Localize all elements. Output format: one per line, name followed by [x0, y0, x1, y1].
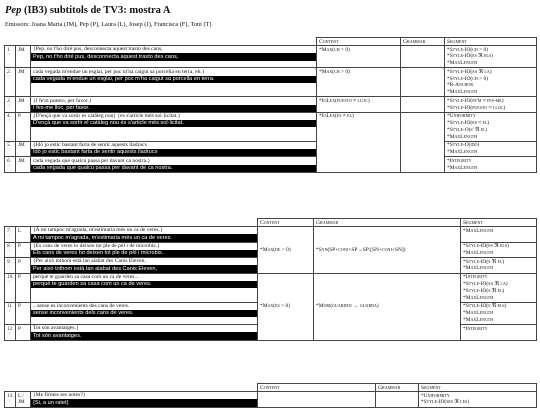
subtitle-text: Idò jo estic bastant farta de sentir aquests lladrucs [31, 149, 316, 156]
segment-number-label: 8. [7, 243, 11, 250]
speaker-code: JM [16, 141, 31, 157]
speaker-code: P [16, 258, 31, 274]
subtitle-text: I fes-me lloc, per favor. [31, 105, 316, 112]
pointer-icon: ☞ [7, 148, 12, 154]
constraint-item: *MaxLength [447, 164, 478, 171]
segment-text [31, 227, 258, 243]
content-constraint-text: *Max(ch > 0) [319, 46, 350, 53]
segment-number-label: 2. [7, 68, 11, 75]
grammar-constraint [401, 68, 445, 97]
segment-table-2 [4, 218, 537, 341]
subtitle-text: Pep, no t'ho diré pus, desconnecta aquest trasto des cans, [31, 53, 316, 60]
grammar-constraint [314, 273, 461, 340]
segment-constraints [445, 141, 537, 157]
segment-table-1 [4, 37, 537, 173]
segment-row [5, 157, 537, 173]
constraint-item: *Style-IO(ch > 0) [447, 75, 488, 82]
subtitle-text: Per això tothom està tan alabat des Canis Eleven, [31, 265, 257, 272]
segment-number [5, 46, 16, 68]
subtitle-text: {Si, a un ratet} [31, 399, 257, 406]
source-transcript: {I fe'm puesto, per favor.} [33, 97, 92, 104]
constraint-item: *Style-O(idò) [447, 142, 480, 149]
speaker-code: JM [16, 157, 31, 173]
segment-number-label: 9. [7, 258, 11, 265]
grammar-constraint [401, 112, 445, 172]
segment-constraints [445, 46, 537, 68]
content-constraint-text: *IoLex(es ≠ el) [319, 113, 354, 120]
source-transcript: {Idò jo estic bastant farta de sentir aquests lladrucs [33, 142, 147, 149]
pointer-icon: ☞ [7, 103, 12, 109]
pointer-icon: ☞ [7, 119, 12, 125]
segment-number [5, 302, 16, 324]
source-transcript: cada vegada m'endue un esglai, per poc m'ha caigut sa porcella en terra, eh.} [33, 68, 205, 75]
segment-number [5, 157, 16, 173]
source-transcript: {A mi tampoc m'agrada, m'estimaria més un ca de veres.} [33, 227, 163, 234]
page-title [5, 5, 170, 16]
subtitle-text: cada vegada m'endue un esglai, per poc m'ha caigut sa porcella en terra. [31, 76, 316, 83]
pointer-icon: ☞ [7, 233, 12, 239]
source-transcript: cada vegada que qualcú passa per davant ca nostra.} [33, 157, 151, 164]
grammar-constraint [314, 227, 461, 274]
content-constraint-text: *IoLex(puesto ≠ lloc) [319, 97, 370, 104]
title-rest: (IB3) subtítols de TV3: mostra A [21, 5, 171, 16]
speaker-code: P [16, 273, 31, 302]
column-header-segment: Segment [445, 38, 537, 46]
column-header-grammar: Grammar [314, 219, 461, 227]
segment-row [5, 97, 537, 113]
constraint-item: *Style-IO(es ℜ els) [463, 243, 509, 250]
page-subtitle: Emissors: Joana Maria (JM), Pep (P), Laura (L), Josep (J), Francisca (F), Toni (T) [5, 21, 212, 28]
subtitle-text: Els cans de veres ho deixen tot ple de pèl i microbis. [31, 250, 257, 257]
speaker-code: P [16, 302, 31, 324]
constraint-item: *Style-IO(s ℜ el) [463, 287, 505, 294]
pointer-icon: ☞ [7, 331, 12, 337]
content-constraint [317, 97, 401, 113]
segment-row [5, 273, 537, 302]
constraint-item: *Style-IO(ch > 0) [447, 46, 488, 53]
title-italic: Pep [5, 5, 22, 16]
speaker-code: L / JM [16, 392, 31, 408]
segment-text [31, 242, 258, 258]
segment-constraints [461, 273, 537, 302]
column-header-grammar: Grammar [401, 38, 445, 46]
segment-row [5, 46, 537, 68]
subtitle-text: cada vegada que qualcú passa per davant de ca nostra. [31, 165, 316, 172]
constraint-item: *Style-IO(fe'm ≈ fes-me) [447, 97, 504, 104]
speaker-code: P [16, 325, 31, 341]
content-constraint [317, 112, 401, 172]
speaker-code: L [16, 227, 31, 243]
segment-row [5, 68, 537, 97]
column-header-content: Content [258, 384, 376, 392]
constraint-item: *Style-IO(s ℜ els) [463, 303, 507, 310]
speaker-code: JM [16, 68, 31, 97]
speaker-code: P [16, 242, 31, 258]
segment-number [5, 258, 16, 274]
segment-number-label: 5. [7, 142, 11, 149]
subtitle-text: perquè te guarden sa casa com un ca de veres. [31, 281, 257, 288]
pointer-icon: ☞ [7, 52, 12, 58]
segment-text [31, 46, 317, 68]
grammar-constraint [401, 46, 445, 68]
pointer-icon: ☞ [7, 249, 12, 255]
segment-row [5, 141, 537, 157]
segment-text [31, 273, 258, 302]
source-transcript: Tot són avantatges.} [33, 325, 79, 332]
pointer-icon: ☞ [7, 163, 12, 169]
constraint-item: *Uniformity [447, 113, 476, 120]
content-constraint [317, 46, 401, 68]
segment-constraints [445, 112, 537, 141]
segment-number [5, 227, 16, 243]
segment-constraints [461, 258, 537, 274]
segment-number [5, 325, 16, 341]
constraint-item: *Style-IO(sa ℜ la) [463, 281, 508, 288]
segment-text [31, 97, 317, 113]
segment-number [5, 141, 16, 157]
segment-text [31, 68, 317, 97]
constraint-item: *Style-IO(ses ℜ les) [421, 399, 470, 406]
constraint-item: *Style-IO(sa ℜ la) [447, 68, 492, 75]
column-header-grammar: Grammar [376, 384, 419, 392]
segment-number-label: 10. [7, 274, 14, 281]
segment-text [31, 112, 317, 141]
content-constraint-text: *Max(de > 0) [260, 246, 291, 253]
column-header-segment: Segment [461, 219, 537, 227]
pointer-icon: ☞ [7, 264, 12, 270]
content-constraint [258, 227, 314, 274]
constraint-item: *MaxLength [463, 227, 494, 234]
segment-constraints [445, 97, 537, 113]
segment-number-label: 7. [7, 227, 11, 234]
grammar-constraint-text: *Mori(guarden → guarda) [316, 303, 379, 310]
segment-constraints [461, 242, 537, 258]
pointer-icon: ☞ [7, 74, 12, 80]
segment-row [5, 112, 537, 141]
constraint-item: *Integrity [447, 157, 472, 164]
content-constraint [258, 273, 314, 340]
subtitle-text: A mi tampoc m'agrada, m'estimaria més un ca de veres. [31, 234, 257, 241]
constraint-item: *Style-IO(es ℜ els) [447, 53, 493, 60]
speaker-code: JM [16, 97, 31, 113]
segment-number-label: 4. [7, 113, 11, 120]
speaker-code: P [16, 112, 31, 141]
constraint-item: *MaxLength [447, 60, 478, 66]
constraint-item: *MaxLength [463, 294, 494, 301]
constraint-item: *MaxLength [463, 265, 494, 272]
source-transcript: {Me firmes ses notes?} [33, 392, 86, 399]
source-transcript: perquè te guarden sa casa com un ca de veres... [33, 274, 139, 281]
segment-table-3 [4, 383, 537, 408]
column-header-segment: Segment [419, 384, 537, 392]
constraint-item: *R-Anchor [447, 82, 473, 89]
constraint-item: *Integrity [463, 325, 488, 332]
segment-text [31, 258, 258, 274]
constraint-item: *Style-O(s' ℜ el) [447, 126, 488, 133]
subtitle-text: sense inconvenients dels cans de veres. [31, 310, 257, 317]
pointer-icon: ☞ [7, 280, 12, 286]
segment-row [5, 227, 537, 243]
content-constraint-text: *Max(es > 0) [260, 303, 290, 310]
constraint-item: *MaxLength [463, 249, 494, 256]
segment-number [5, 242, 16, 258]
segment-constraints [445, 157, 537, 173]
constraint-item: *MaxLength [447, 149, 478, 156]
content-constraint-text: *Max(ch > 0) [319, 68, 350, 75]
segment-text [31, 141, 317, 157]
constraint-item: *MaxLength [447, 133, 478, 140]
segment-number-label: 12. [7, 325, 14, 332]
constraint-item: *Uniformity [421, 392, 450, 399]
segment-number [5, 273, 16, 302]
column-header-content: Content [258, 219, 314, 227]
constraint-item: *Style-IO(es ≈ el) [447, 120, 490, 127]
segment-number-label: 6. [7, 157, 11, 164]
constraint-item: *MaxLength [463, 310, 494, 317]
segment-constraints [445, 68, 537, 97]
segment-number-label: 3. [7, 97, 11, 104]
segment-number [5, 97, 16, 113]
constraint-item: *Style-IO(puesto ≈ lloc) [447, 104, 506, 111]
speaker-code: JM [16, 46, 31, 68]
segment-number [5, 112, 16, 141]
subtitle-text: D'ençà que va sortir el catàleg nou és s'article més sol·licitat. [31, 120, 316, 127]
grammar-constraint [401, 97, 445, 113]
source-transcript: {Es cans de veres lo deixen tot ple de pèl i de microbis.} [33, 242, 160, 249]
content-constraint [317, 68, 401, 97]
segment-text [31, 325, 258, 341]
segment-number-label: 1. [7, 46, 11, 53]
grammar-constraint-text: *Syn(SP+conj+SP→SP:[SN+conj+SN]) [316, 246, 406, 253]
pointer-icon: ☞ [7, 309, 12, 315]
segment-constraints [461, 227, 537, 243]
source-transcript: {Pep, no t'ho diré pus, desconnecta aquest trasto des cans, [33, 46, 163, 53]
segment-number-label: 13. [7, 392, 14, 399]
segment-constraints [461, 302, 537, 324]
segment-text [31, 302, 258, 324]
source-transcript: {D'ençà que va sortir es catàleg nou} {es s'article més sol·licitat.} [33, 113, 181, 120]
constraint-item: *Integrity [463, 274, 488, 281]
segment-text [31, 157, 317, 173]
subtitle-text: Tot són avantatges. [31, 332, 257, 339]
segment-constraints [461, 325, 537, 341]
constraint-item: *MaxLength [447, 89, 478, 95]
column-header-content: Content [317, 38, 401, 46]
segment-number-label: 11. [7, 303, 14, 310]
segment-number [5, 68, 16, 97]
constraint-item: *MaxLength [463, 316, 494, 323]
source-transcript: {Per això tothom està tan alabat des Canis Eleven, [33, 258, 146, 265]
source-transcript: ...sense es inconvenients des cans de veres. [33, 303, 130, 310]
pointer-icon: ☞ [7, 398, 12, 404]
constraint-item: *Style-IO(s ℜ el) [463, 258, 505, 265]
